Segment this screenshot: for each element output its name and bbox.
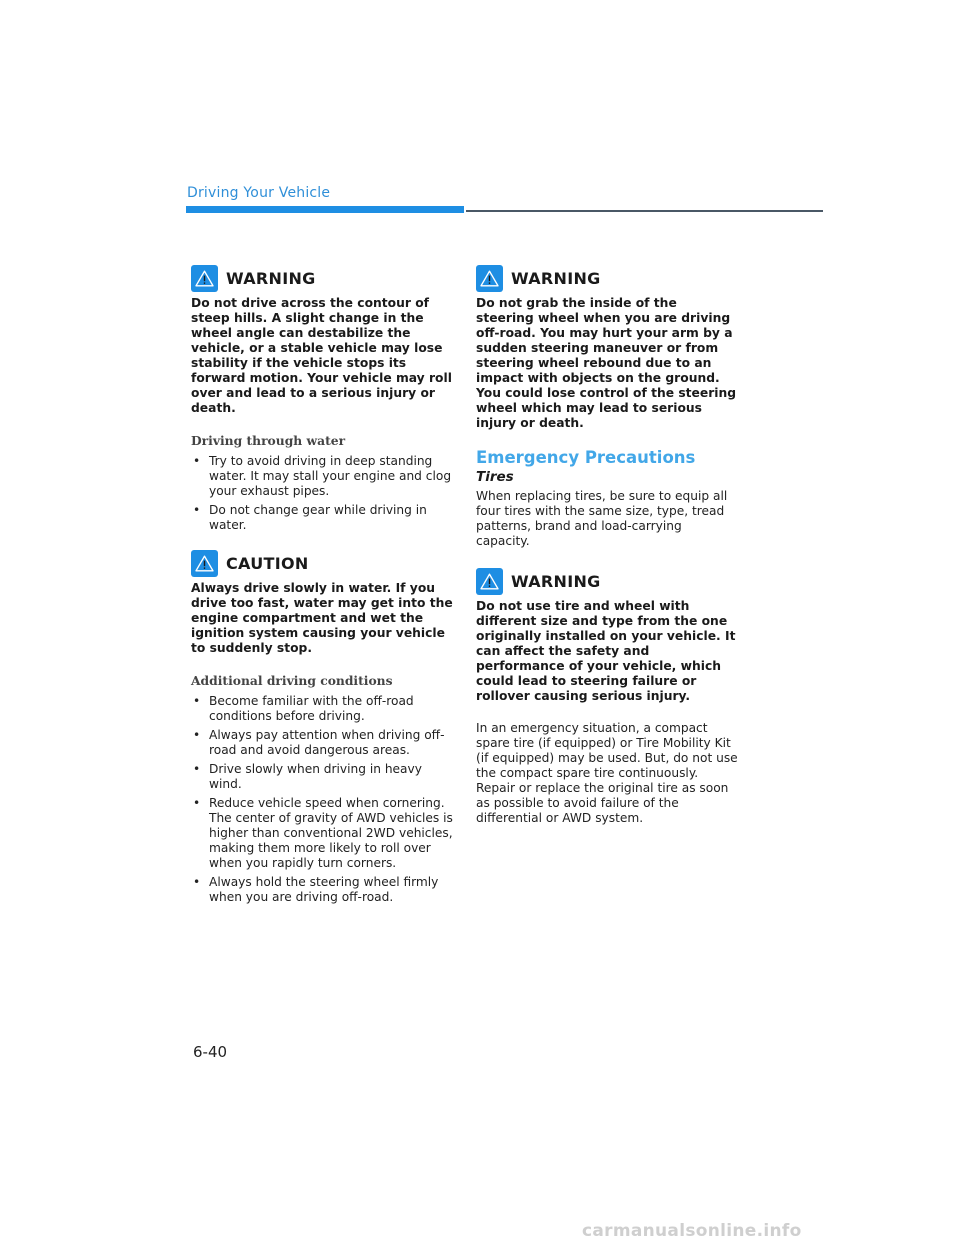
header-rule-thin xyxy=(466,210,823,212)
emergency-precautions-section xyxy=(476,448,738,549)
list-item: • Always hold the steering wheel firmly when you are driving off-road. xyxy=(191,875,453,905)
section-subtitle: Tires xyxy=(476,469,514,485)
list-item: • Do not change gear while driving in water. xyxy=(191,503,453,533)
warning-title: WARNING xyxy=(511,571,601,591)
tires-paragraph: When replacing tires, be sure to equip all four tires with the same size, type, tread patterns, brand and load-carrying capacity. xyxy=(476,489,728,548)
warning-title: WARNING xyxy=(511,268,601,288)
warning-triangle-icon xyxy=(476,265,503,292)
additional-heading: Additional driving conditions xyxy=(191,673,393,688)
warning-triangle-icon xyxy=(476,568,503,595)
list-item: • Try to avoid driving in deep standing water. It may stall your engine and clog your exhaust pipes. xyxy=(191,454,453,499)
water-heading: Driving through water xyxy=(191,433,346,448)
page-number: 6-40 xyxy=(193,1043,228,1061)
header-rule-accent xyxy=(186,206,464,213)
notice-header xyxy=(476,264,738,292)
warning-body: Do not grab the inside of the steering wheel when you are driving off-road. You may hurt your arm by a sudden steering maneuver or from steering wheel rebound due to an impact with objects on the ground. You could lose control of the steering wheel which may lead to serious injury or death. xyxy=(476,296,737,430)
additional-list xyxy=(191,694,453,905)
caution-box-water xyxy=(191,549,453,656)
warning-box-tire-size xyxy=(476,567,738,704)
list-item: • Always pay attention when driving off-road and avoid dangerous areas. xyxy=(191,728,453,758)
warning-box-steep-hills xyxy=(191,264,453,416)
warning-box-steering-wheel xyxy=(476,264,738,431)
caution-body: Always drive slowly in water. If you drive too fast, water may get into the engine compartment and wet the ignition system causing your vehicle to suddenly stop. xyxy=(191,581,453,655)
list-item: • Drive slowly when driving in heavy wind. xyxy=(191,762,453,792)
chapter-title: Driving Your Vehicle xyxy=(187,185,331,201)
warning-title: WARNING xyxy=(226,268,316,288)
emergency-spare-paragraph: In an emergency situation, a compact spare tire (if equipped) or Tire Mobility Kit (if equipped) may be used. But, do not use the compact spare tire continuously. Repair or replace the original tire as soon as possible to avoid failure of the differential or AWD system. xyxy=(476,721,738,825)
caution-title: CAUTION xyxy=(226,553,309,573)
water-list xyxy=(191,454,453,533)
warning-body: Do not drive across the contour of steep hills. A slight change in the wheel angle can destabilize the vehicle, or a stable vehicle may lose stability if the vehicle stops its forward motion. Your vehicle may roll over and lead to a serious injury or death. xyxy=(191,296,452,415)
notice-header xyxy=(191,549,453,577)
left-column xyxy=(191,264,453,921)
list-item: • Become familiar with the off-road conditions before driving. xyxy=(191,694,453,724)
driving-through-water-section xyxy=(191,433,453,533)
notice-header xyxy=(476,567,738,595)
list-item: • Reduce vehicle speed when cornering. The center of gravity of AWD vehicles is higher than conventional 2WD vehicles, making them more likely to roll over when you rapidly turn corners. xyxy=(191,796,453,871)
warning-triangle-icon xyxy=(191,265,218,292)
warning-triangle-icon xyxy=(191,550,218,577)
right-column xyxy=(476,264,738,844)
notice-header xyxy=(191,264,453,292)
watermark: carmanualsonline.info xyxy=(582,1221,802,1241)
section-title: Emergency Precautions xyxy=(476,448,696,467)
warning-body: Do not use tire and wheel with different size and type from the one originally installed on your vehicle. It can affect the safety and performance of your vehicle, which could lead to steering failure or rollover causing serious injury. xyxy=(476,599,736,703)
additional-conditions-section xyxy=(191,673,453,905)
